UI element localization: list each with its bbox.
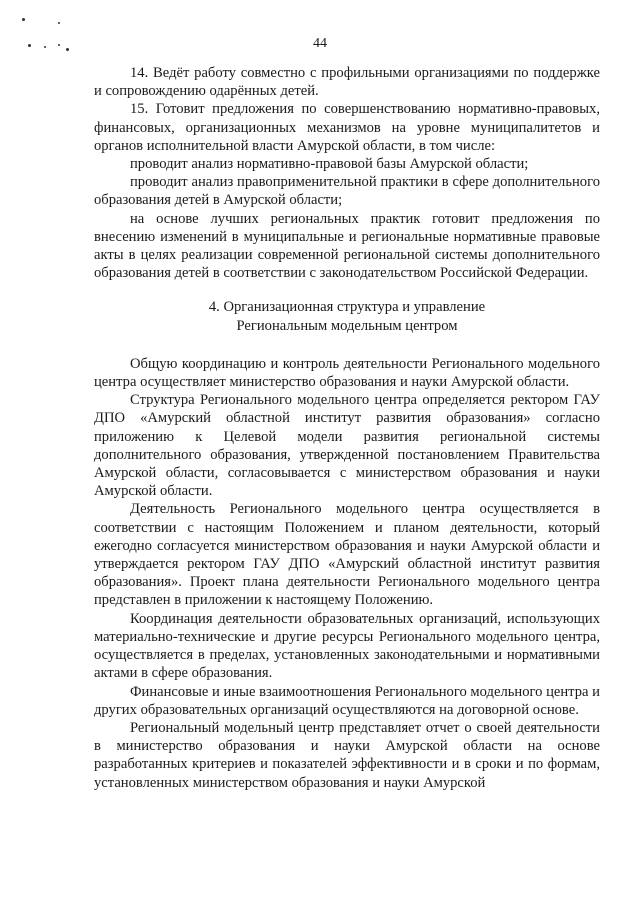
section-title-line-1: 4. Организационная структура и управление	[208, 299, 486, 316]
page-number: 44	[313, 36, 327, 51]
paragraph: 14. Ведёт работу совместно с профильными организациями по поддержке и сопровождению одарённых детей.	[94, 65, 600, 100]
document-body	[94, 64, 600, 792]
paragraph: Координация деятельности образовательных организаций, использующих материально-технические и другие ресурсы Регионального модельного центра, осуществляется в пределах, установленных законодательными и нормативными актами в сфере образования.	[94, 610, 600, 682]
paragraph: проводит анализ нормативно-правовой базы Амурской области;	[130, 156, 529, 173]
paragraph: Деятельность Регионального модельного центра осуществляется в соответствии с настоящим Положением и планом деятельности, который ежегодно согласуется министерством образования и науки Амурской области и утверждается ректором ГАУ ДПО «Амурский областной институт развития образования». Проект плана деятельности Регионального модельного центра представлен в приложении к настоящему Положению.	[94, 501, 600, 609]
paragraph: Финансовые и иные взаимоотношения Регионального модельного центра и других образовательных организаций осуществляются на договорной основе.	[94, 683, 600, 718]
paragraph: Общую координацию и контроль деятельности Регионального модельного центра осуществляет министерство образования и науки Амурской области.	[94, 355, 600, 391]
paragraph: проводит анализ правоприменительной практики в сфере дополнительного образования детей в Амурской области;	[94, 174, 600, 209]
section-heading	[94, 298, 600, 334]
paragraph: Региональный модельный центр представляет отчет о своей деятельности в министерство образования и науки Амурской области на основе разработанных критериев и показателей эффективности и в сроки и по формам, установленных министерством образования и науки Амурской	[94, 719, 600, 791]
paragraph: Структура Регионального модельного центра определяется ректором ГАУ ДПО «Амурский областной институт развития образования» согласно приложению к Целевой модели развития региональной системы дополнительного образования, утвержденной постановлением Правительства Амурской области, согласовывается с министерством образования и науки Амурской области.	[94, 392, 600, 500]
paragraph: 15. Готовит предложения по совершенствованию нормативно-правовых, финансовых, организационных механизмов на уровне муниципалитетов и органов исполнительной власти Амурской области, в том числе:	[94, 101, 600, 154]
paragraph: на основе лучших региональных практик готовит предложения по внесению изменений в муниципальные и региональные нормативные правовые акты в целях реализации современной региональной системы дополнительного образования детей в соответствии с законодательством Российской Федерации.	[94, 210, 600, 282]
section-title-line-2: Региональным модельным центром	[236, 317, 458, 334]
